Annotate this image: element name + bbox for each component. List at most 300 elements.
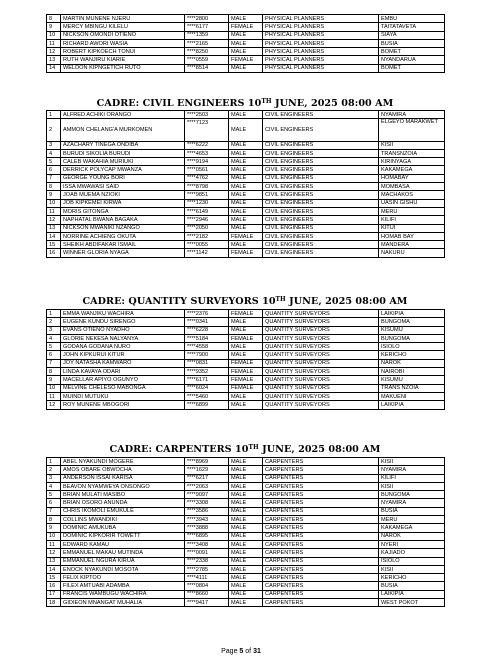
candidate-name-cell: ISSA MWAWASI SAID	[61, 183, 185, 191]
table-row	[47, 15, 445, 23]
cadre-cell: PHYSICAL PLANNERS	[263, 39, 379, 47]
id-number-cell: ****6171	[185, 376, 229, 384]
gender-cell: MALE	[229, 149, 263, 157]
county-cell: BUSIA	[379, 582, 445, 590]
county-cell: KAKAMEGA	[379, 166, 445, 174]
row-number-cell: 13	[47, 224, 61, 232]
table-row	[47, 565, 445, 573]
table-row	[47, 392, 445, 400]
cadre-cell: QUANTITY SURVEYORS	[263, 401, 379, 409]
candidate-name-cell: MUINDI MUTUKU	[61, 392, 185, 400]
county-cell: NAROK	[379, 359, 445, 367]
cadre-cell: PHYSICAL PLANNERS	[263, 31, 379, 39]
gender-cell: MALE	[229, 111, 263, 119]
id-number-cell: ****8514	[185, 64, 229, 72]
planners-table	[46, 14, 445, 73]
table-row	[47, 499, 445, 507]
page-footer	[0, 648, 482, 655]
table-row	[47, 64, 445, 72]
cadre-cell: CIVIL ENGINEERS	[263, 191, 379, 199]
id-number-cell: ****5460	[185, 392, 229, 400]
candidate-name-cell: DOMINIC AMUKUBA	[61, 524, 185, 532]
candidate-name-cell: LINDA KAVAYA ODARI	[61, 368, 185, 376]
id-number-cell: ****9097	[185, 491, 229, 499]
county-cell: MERU	[379, 207, 445, 215]
county-cell: LAIKIPIA	[379, 590, 445, 598]
candidate-name-cell: WINNER GLORIA NYAGA	[61, 249, 185, 257]
candidate-name-cell: MERCY MBINGU KILELU	[61, 23, 185, 31]
row-number-cell: 10	[47, 532, 61, 540]
candidate-name-cell: AZACHARY TINEGA ONDIBA	[61, 141, 185, 149]
county-cell: TAITATAVETA	[379, 23, 445, 31]
footer-page-number: 5	[239, 648, 244, 655]
gender-cell: MALE	[229, 590, 263, 598]
table-row	[47, 241, 445, 249]
table-row	[47, 48, 445, 56]
county-cell: NAIROBI	[379, 368, 445, 376]
id-number-cell: ****0055	[185, 241, 229, 249]
gender-cell: MALE	[229, 599, 263, 607]
county-cell: KISII	[379, 482, 445, 490]
candidate-name-cell: CALEB WAKAHIA MURIUKI	[61, 158, 185, 166]
table-row	[47, 401, 445, 409]
candidate-name-cell: BURUDI SIKOLIA BURUDI	[61, 149, 185, 157]
county-cell: LAIKIPIA	[379, 310, 445, 318]
id-number-cell: ****4653	[185, 149, 229, 157]
table-row	[47, 466, 445, 474]
id-number-cell: ****9851	[185, 191, 229, 199]
cadre-cell: CARPENTERS	[263, 582, 379, 590]
heading-pre: CADRE: QUANTITY SURVEYORS 10	[82, 296, 276, 307]
cadre-cell: CIVIL ENGINEERS	[263, 119, 379, 141]
id-number-cell: ****2182	[185, 232, 229, 240]
county-cell: KISII	[379, 141, 445, 149]
id-number-cell: ****8660	[185, 590, 229, 598]
gender-cell: MALE	[229, 183, 263, 191]
table-row	[47, 540, 445, 548]
id-number-cell: ****3888	[185, 524, 229, 532]
county-cell: BOMET	[379, 64, 445, 72]
row-number-cell: 12	[47, 549, 61, 557]
county-cell: MANDERA	[379, 241, 445, 249]
row-number-cell: 12	[47, 401, 61, 409]
gender-cell: MALE	[229, 174, 263, 182]
row-number-cell: 3	[47, 326, 61, 334]
county-cell: SIAYA	[379, 31, 445, 39]
cadre-cell: CIVIL ENGINEERS	[263, 216, 379, 224]
gender-cell: MALE	[229, 326, 263, 334]
candidate-name-cell: BRIAN MULATI MASIBO	[61, 491, 185, 499]
candidate-name-cell: BEAVON NYAMWEYA ONSONGO	[61, 482, 185, 490]
county-cell: MOMBASA	[379, 183, 445, 191]
row-number-cell: 8	[47, 15, 61, 23]
cadre-cell: CIVIL ENGINEERS	[263, 232, 379, 240]
gender-cell: FEMALE	[229, 310, 263, 318]
row-number-cell: 4	[47, 482, 61, 490]
id-number-cell: ****0561	[185, 166, 229, 174]
cadre-cell: QUANTITY SURVEYORS	[263, 376, 379, 384]
cadre-cell: CARPENTERS	[263, 516, 379, 524]
county-cell: NAROK	[379, 532, 445, 540]
row-number-cell: 14	[47, 232, 61, 240]
candidate-name-cell: ENOCK NYAKUNDI MOSOTA	[61, 565, 185, 573]
row-number-cell: 5	[47, 343, 61, 351]
id-number-cell: ****2050	[185, 224, 229, 232]
gender-cell: FEMALE	[229, 359, 263, 367]
table-row	[47, 207, 445, 215]
table-row	[47, 574, 445, 582]
cadre-cell: PHYSICAL PLANNERS	[263, 48, 379, 56]
table-row	[47, 199, 445, 207]
candidate-name-cell: RUTH WANJIRU KIARIE	[61, 56, 185, 64]
candidate-name-cell: DOMINIC KIPKORIR TOWETT	[61, 532, 185, 540]
table-row	[47, 343, 445, 351]
cadre-cell: QUANTITY SURVEYORS	[263, 359, 379, 367]
row-number-cell: 8	[47, 183, 61, 191]
row-number-cell: 8	[47, 368, 61, 376]
id-number-cell: ****2503	[185, 111, 229, 119]
gender-cell: MALE	[229, 499, 263, 507]
id-number-cell: ****5184	[185, 334, 229, 342]
cadre-cell: CARPENTERS	[263, 482, 379, 490]
candidate-name-cell: COLLINS MWANDIKI	[61, 516, 185, 524]
cadre-cell: CIVIL ENGINEERS	[263, 166, 379, 174]
id-number-cell: ****6895	[185, 532, 229, 540]
candidate-name-cell: ALFRED ACHIKI ORANGO	[61, 111, 185, 119]
candidate-name-cell: JOAB MUEMA NZIOKI	[61, 191, 185, 199]
cadre-cell: CIVIL ENGINEERS	[263, 249, 379, 257]
cadre-cell: CARPENTERS	[263, 590, 379, 598]
row-number-cell: 1	[47, 458, 61, 466]
row-number-cell: 14	[47, 565, 61, 573]
gender-cell: FEMALE	[229, 368, 263, 376]
table-row	[47, 216, 445, 224]
id-number-cell: ****6149	[185, 207, 229, 215]
id-number-cell: ****3308	[185, 499, 229, 507]
candidate-name-cell: ANDERSON ISSAI KARISA	[61, 474, 185, 482]
cadre-cell: QUANTITY SURVEYORS	[263, 334, 379, 342]
row-number-cell: 11	[47, 392, 61, 400]
county-cell: KAJIADO	[379, 549, 445, 557]
row-number-cell: 17	[47, 590, 61, 598]
id-number-cell: ****3408	[185, 540, 229, 548]
table-row	[47, 524, 445, 532]
row-number-cell: 4	[47, 334, 61, 342]
row-number-cell: 8	[47, 516, 61, 524]
candidate-name-cell: AMMON CHELANG'A MURKOMEN	[61, 119, 185, 141]
candidate-name-cell: MORIS GITONGA	[61, 207, 185, 215]
gender-cell: MALE	[229, 565, 263, 573]
cadre-cell: PHYSICAL PLANNERS	[263, 15, 379, 23]
gender-cell: FEMALE	[229, 56, 263, 64]
row-number-cell: 4	[47, 149, 61, 157]
county-cell: MAKUENI	[379, 392, 445, 400]
row-number-cell: 2	[47, 466, 61, 474]
cadre-cell: CIVIL ENGINEERS	[263, 224, 379, 232]
gender-cell: MALE	[229, 166, 263, 174]
county-cell: BUNGOMA	[379, 318, 445, 326]
row-number-cell: 6	[47, 499, 61, 507]
gender-cell: MALE	[229, 582, 263, 590]
county-cell: NAKURU	[379, 249, 445, 257]
footer-page-total: 31	[253, 648, 261, 655]
id-number-cell: ****3586	[185, 507, 229, 515]
table-row	[47, 232, 445, 240]
gender-cell: FEMALE	[229, 232, 263, 240]
gender-cell: FEMALE	[229, 376, 263, 384]
table-row	[47, 39, 445, 47]
row-number-cell: 14	[47, 64, 61, 72]
id-number-cell: ****2785	[185, 565, 229, 573]
candidate-name-cell: SHEIKH ABDIFAKAR ISMAIL	[61, 241, 185, 249]
row-number-cell: 12	[47, 216, 61, 224]
candidate-name-cell: ABEL NYAKUNDI MOGERE	[61, 458, 185, 466]
candidate-name-cell: EMMANUEL NGURA KIRUA	[61, 557, 185, 565]
heading-sup: TH	[248, 444, 259, 451]
row-number-cell: 15	[47, 574, 61, 582]
cadre-cell: CIVIL ENGINEERS	[263, 174, 379, 182]
county-cell: KERICHO	[379, 351, 445, 359]
civil-engineers-heading	[46, 98, 444, 109]
cadre-cell: CIVIL ENGINEERS	[263, 241, 379, 249]
county-cell: KISUMU	[379, 326, 445, 334]
gender-cell: MALE	[229, 48, 263, 56]
candidate-name-cell: MACELLAR APIYO OGUNYO	[61, 376, 185, 384]
county-cell: HOMABAY	[379, 174, 445, 182]
cadre-cell: CIVIL ENGINEERS	[263, 141, 379, 149]
candidate-name-cell: EDWARD KAMAU	[61, 540, 185, 548]
candidate-name-cell: BRIAN OSORO ANUNDA	[61, 499, 185, 507]
carpenters-heading	[46, 444, 444, 455]
county-cell: NYANDARUA	[379, 56, 445, 64]
heading-sup: TH	[275, 296, 286, 303]
cadre-cell: CIVIL ENGINEERS	[263, 158, 379, 166]
county-cell: NYAMIRA	[379, 466, 445, 474]
table-row	[47, 458, 445, 466]
county-cell: ELGEYO MARAKWET	[379, 119, 445, 141]
cadre-cell: QUANTITY SURVEYORS	[263, 351, 379, 359]
row-number-cell: 13	[47, 56, 61, 64]
county-cell: KISII	[379, 565, 445, 573]
candidate-name-cell: JOY NATASHA KAMWARO	[61, 359, 185, 367]
id-number-cell: ****2376	[185, 310, 229, 318]
cadre-cell: CARPENTERS	[263, 540, 379, 548]
civil-engineers-table	[46, 110, 445, 258]
cadre-cell: CIVIL ENGINEERS	[263, 183, 379, 191]
gender-cell: FEMALE	[229, 384, 263, 392]
county-cell: KERICHO	[379, 574, 445, 582]
gender-cell: MALE	[229, 401, 263, 409]
row-number-cell: 5	[47, 491, 61, 499]
table-row	[47, 31, 445, 39]
table-row	[47, 149, 445, 157]
candidate-name-cell: MELVINE CHELESO MABONGA	[61, 384, 185, 392]
row-number-cell: 7	[47, 174, 61, 182]
cadre-cell: CARPENTERS	[263, 524, 379, 532]
cadre-cell: QUANTITY SURVEYORS	[263, 310, 379, 318]
gender-cell: MALE	[229, 191, 263, 199]
id-number-cell: ****8798	[185, 183, 229, 191]
row-number-cell: 10	[47, 384, 61, 392]
table-row	[47, 183, 445, 191]
id-number-cell: ****6024	[185, 384, 229, 392]
gender-cell: MALE	[229, 39, 263, 47]
candidate-name-cell: EUGENE KUNDU SIRENGO	[61, 318, 185, 326]
id-number-cell: ****1359	[185, 31, 229, 39]
row-number-cell: 7	[47, 359, 61, 367]
cadre-cell: CARPENTERS	[263, 491, 379, 499]
candidate-name-cell: AMOS OBARE OBWOCHA	[61, 466, 185, 474]
id-number-cell: ****8250	[185, 48, 229, 56]
row-number-cell: 10	[47, 199, 61, 207]
cadre-cell: CIVIL ENGINEERS	[263, 149, 379, 157]
table-row	[47, 111, 445, 119]
id-number-cell: ****4111	[185, 574, 229, 582]
cadre-cell: PHYSICAL PLANNERS	[263, 23, 379, 31]
gender-cell: FEMALE	[229, 23, 263, 31]
cadre-cell: PHYSICAL PLANNERS	[263, 56, 379, 64]
table-row	[47, 384, 445, 392]
table-row	[47, 474, 445, 482]
id-number-cell: ****0804	[185, 582, 229, 590]
county-cell: KILIFI	[379, 474, 445, 482]
candidate-name-cell: FILEX AMTUABI ADAMBA	[61, 582, 185, 590]
id-number-cell: ****8969	[185, 458, 229, 466]
gender-cell: MALE	[229, 199, 263, 207]
candidate-name-cell: CHRIS IKOMOLI EMUKULE	[61, 507, 185, 515]
county-cell: KIRINYAGA	[379, 158, 445, 166]
county-cell: BOMET	[379, 48, 445, 56]
county-cell: ISIOLO	[379, 557, 445, 565]
candidate-name-cell: JOB KIPKEMEI KIRWA	[61, 199, 185, 207]
footer-page-word: Page	[221, 648, 238, 655]
table-row	[47, 224, 445, 232]
table-row	[47, 334, 445, 342]
id-number-cell: ****0091	[185, 549, 229, 557]
row-number-cell: 9	[47, 191, 61, 199]
county-cell: KISUMU	[379, 376, 445, 384]
row-number-cell: 9	[47, 524, 61, 532]
candidate-name-cell: RICHARD AWORI WASIA	[61, 39, 185, 47]
candidate-name-cell: EMMA WANJIKU WACHIRA	[61, 310, 185, 318]
row-number-cell: 7	[47, 507, 61, 515]
table-row	[47, 507, 445, 515]
gender-cell: FEMALE	[229, 249, 263, 257]
table-row	[47, 549, 445, 557]
candidate-name-cell: WELDON KIPNGETICH RUTO	[61, 64, 185, 72]
gender-cell: MALE	[229, 491, 263, 499]
row-number-cell: 11	[47, 39, 61, 47]
row-number-cell: 18	[47, 599, 61, 607]
table-row	[47, 590, 445, 598]
id-number-cell: ****4762	[185, 174, 229, 182]
candidate-name-cell: JOHN KIPKURUI KITUR	[61, 351, 185, 359]
cadre-cell: CIVIL ENGINEERS	[263, 111, 379, 119]
row-number-cell: 2	[47, 318, 61, 326]
candidate-name-cell: NICKSON OMONDI OTIENO	[61, 31, 185, 39]
candidate-name-cell: FRANCIS WAMBUGU WACHIRA	[61, 590, 185, 598]
cadre-cell: CARPENTERS	[263, 565, 379, 573]
gender-cell: MALE	[229, 532, 263, 540]
gender-cell: MALE	[229, 318, 263, 326]
cadre-cell: QUANTITY SURVEYORS	[263, 392, 379, 400]
table-row	[47, 516, 445, 524]
gender-cell: MALE	[229, 458, 263, 466]
table-row	[47, 119, 445, 141]
county-cell: MACHAKOS	[379, 191, 445, 199]
id-number-cell: ****3943	[185, 516, 229, 524]
county-cell: KISII	[379, 458, 445, 466]
gender-cell: MALE	[229, 343, 263, 351]
row-number-cell: 15	[47, 241, 61, 249]
id-number-cell: ****2338	[185, 557, 229, 565]
candidate-name-cell: FELIX KIPTOO	[61, 574, 185, 582]
gender-cell: MALE	[229, 557, 263, 565]
gender-cell: MALE	[229, 351, 263, 359]
row-number-cell: 9	[47, 23, 61, 31]
cadre-cell: CIVIL ENGINEERS	[263, 207, 379, 215]
id-number-cell: ****1230	[185, 199, 229, 207]
county-cell: NYAMIRA	[379, 111, 445, 119]
id-number-cell: ****6217	[185, 474, 229, 482]
id-number-cell: ****9194	[185, 158, 229, 166]
id-number-cell: ****9352	[185, 368, 229, 376]
cadre-cell: CARPENTERS	[263, 532, 379, 540]
candidate-name-cell: GIDIEON MNANGAT MUHALIA	[61, 599, 185, 607]
row-number-cell: 6	[47, 166, 61, 174]
cadre-cell: CARPENTERS	[263, 507, 379, 515]
table-row	[47, 23, 445, 31]
gender-cell: MALE	[229, 119, 263, 141]
county-cell: HOMAB BAY	[379, 232, 445, 240]
gender-cell: MALE	[229, 224, 263, 232]
gender-cell: MALE	[229, 158, 263, 166]
id-number-cell: ****6228	[185, 326, 229, 334]
heading-post: JUNE, 2025 08:00 AM	[271, 98, 394, 109]
table-row	[47, 166, 445, 174]
table-row	[47, 532, 445, 540]
county-cell: NYERI	[379, 540, 445, 548]
gender-cell: MALE	[229, 574, 263, 582]
county-cell: ISIOLO	[379, 343, 445, 351]
cadre-cell: CARPENTERS	[263, 557, 379, 565]
gender-cell: MALE	[229, 540, 263, 548]
county-cell: BUSIA	[379, 507, 445, 515]
table-row	[47, 310, 445, 318]
table-row	[47, 326, 445, 334]
gender-cell: MALE	[229, 516, 263, 524]
candidate-name-cell: NICKSON MWANIKI NZANGO	[61, 224, 185, 232]
id-number-cell: ****6177	[185, 23, 229, 31]
cadre-cell: QUANTITY SURVEYORS	[263, 343, 379, 351]
row-number-cell: 3	[47, 141, 61, 149]
gender-cell: MALE	[229, 64, 263, 72]
county-cell: KILIFI	[379, 216, 445, 224]
id-number-cell: ****2946	[185, 216, 229, 224]
candidate-name-cell: MARTIN MUNENE NJERU	[61, 15, 185, 23]
row-number-cell: 11	[47, 540, 61, 548]
id-number-cell: ****0831	[185, 359, 229, 367]
id-number-cell: ****2165	[185, 39, 229, 47]
gender-cell: MALE	[229, 207, 263, 215]
row-number-cell: 1	[47, 310, 61, 318]
table-row	[47, 368, 445, 376]
table-row	[47, 158, 445, 166]
candidate-name-cell: NAPHATAL BWANA BAGAKA	[61, 216, 185, 224]
cadre-cell: QUANTITY SURVEYORS	[263, 384, 379, 392]
id-number-cell: ****7900	[185, 351, 229, 359]
cadre-cell: QUANTITY SURVEYORS	[263, 368, 379, 376]
